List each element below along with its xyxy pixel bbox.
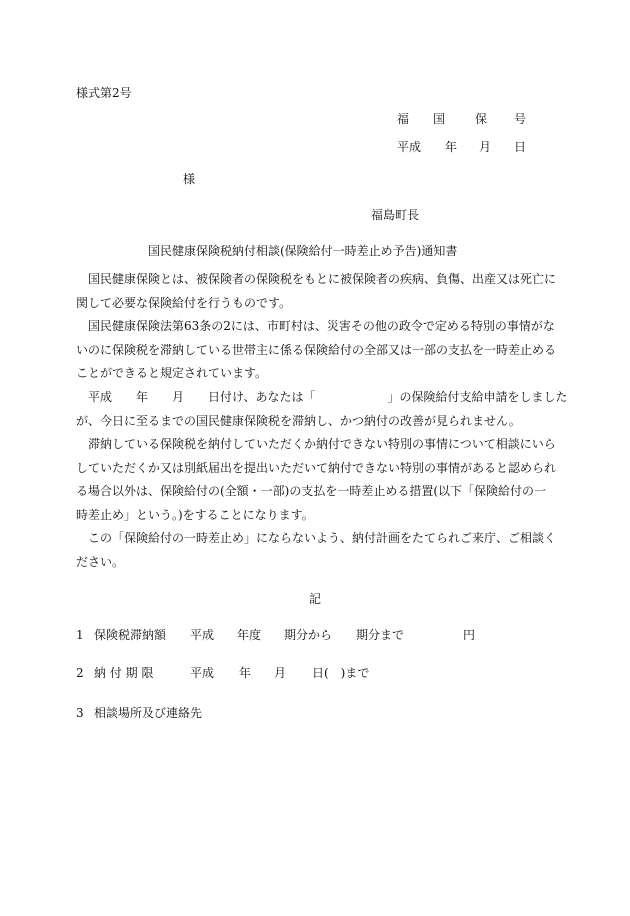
item-period-to: 期分まで [356,628,405,642]
paragraph-line: ださい。 [76,554,125,569]
item-period-from: 期分から [284,628,333,642]
item-era: 平成 [190,628,215,642]
paragraph-line: 関して必要な保険給付を行うものです。 [76,295,292,310]
doc-number-ho: 保 [475,112,488,126]
paragraph-line: していただくか又は別紙届出を提出いただいて納付できない特別の事情があると認められ [76,460,557,475]
date-day: 日 [514,140,527,154]
item-number: 3 [76,706,84,720]
date-era: 平成 [397,140,422,154]
paragraph-line: る場合以外は、保険給付の(全額・一部)の支払を一時差止める措置(以下「保険給付の一 [76,484,547,498]
paragraph-line: ことができると規定されています。 [76,366,268,380]
paragraph-line: 平成 年 月 日付け、あなたは「 」の保険給付支給申請をしました [76,390,568,404]
item-payment-deadline [76,666,556,680]
item-year: 年 [239,666,252,680]
addressee-honorific: 様 [183,172,196,186]
paragraph-1 [76,268,557,315]
paragraph-line: が、今日に至るまでの国民健康保険税を滞納し、かつ納付の改善が見られません。 [76,413,521,428]
doc-number-kuni: 国 [433,112,446,126]
item-label: 相談場所及び連絡先 [94,706,203,720]
date-year: 年 [445,140,458,154]
document-title: 国民健康保険税納付相談(保険給付一時差止め予告)通知書 [148,244,458,258]
item-number: 1 [76,628,84,642]
item-fiscal-year: 年度 [237,628,262,642]
issuer-name: 福島町長 [371,208,420,222]
item-month: 月 [274,666,287,680]
ki-heading: 記 [309,592,322,606]
paragraph-line: 時差止め」という。)をすることになります。 [76,507,314,522]
item-number: 2 [76,666,84,680]
paragraph-line: いのに保険税を滞納している世帯主に係る保険給付の全部又は一部の支払を一時差止める [76,342,557,357]
item-delinquent-amount [76,628,556,642]
date-month: 月 [479,140,492,154]
paragraph-line: この「保険給付の一時差止め」にならないよう、納付計画をたてられご来庁、ご相談く [76,531,557,545]
form-number: 様式第2号 [76,86,132,100]
paragraph-5 [76,527,557,574]
item-currency: 円 [463,628,476,642]
paragraph-line: 国民健康保険法第63条の2には、市町村は、災害その他の政令で定める特別の事情がな [76,319,555,333]
paragraph-2 [76,315,557,386]
item-day: 日( )まで [312,666,370,680]
doc-number-suffix: 号 [514,112,527,126]
item-consultation-place [76,706,556,720]
paragraph-3 [76,386,568,433]
paragraph-line: 滞納している保険税を納付していただくか納付できない特別の事情について相談にいら [76,437,556,451]
paragraph-4 [76,433,557,527]
item-era: 平成 [190,666,215,680]
paragraph-line: 国民健康保険とは、被保険者の保険税をもとに被保険者の疾病、負傷、出産又は死亡に [76,272,557,286]
item-label: 納 付 期 限 [94,666,154,680]
doc-number-prefix: 福 [397,112,410,126]
item-label: 保険税滞納額 [94,628,167,642]
